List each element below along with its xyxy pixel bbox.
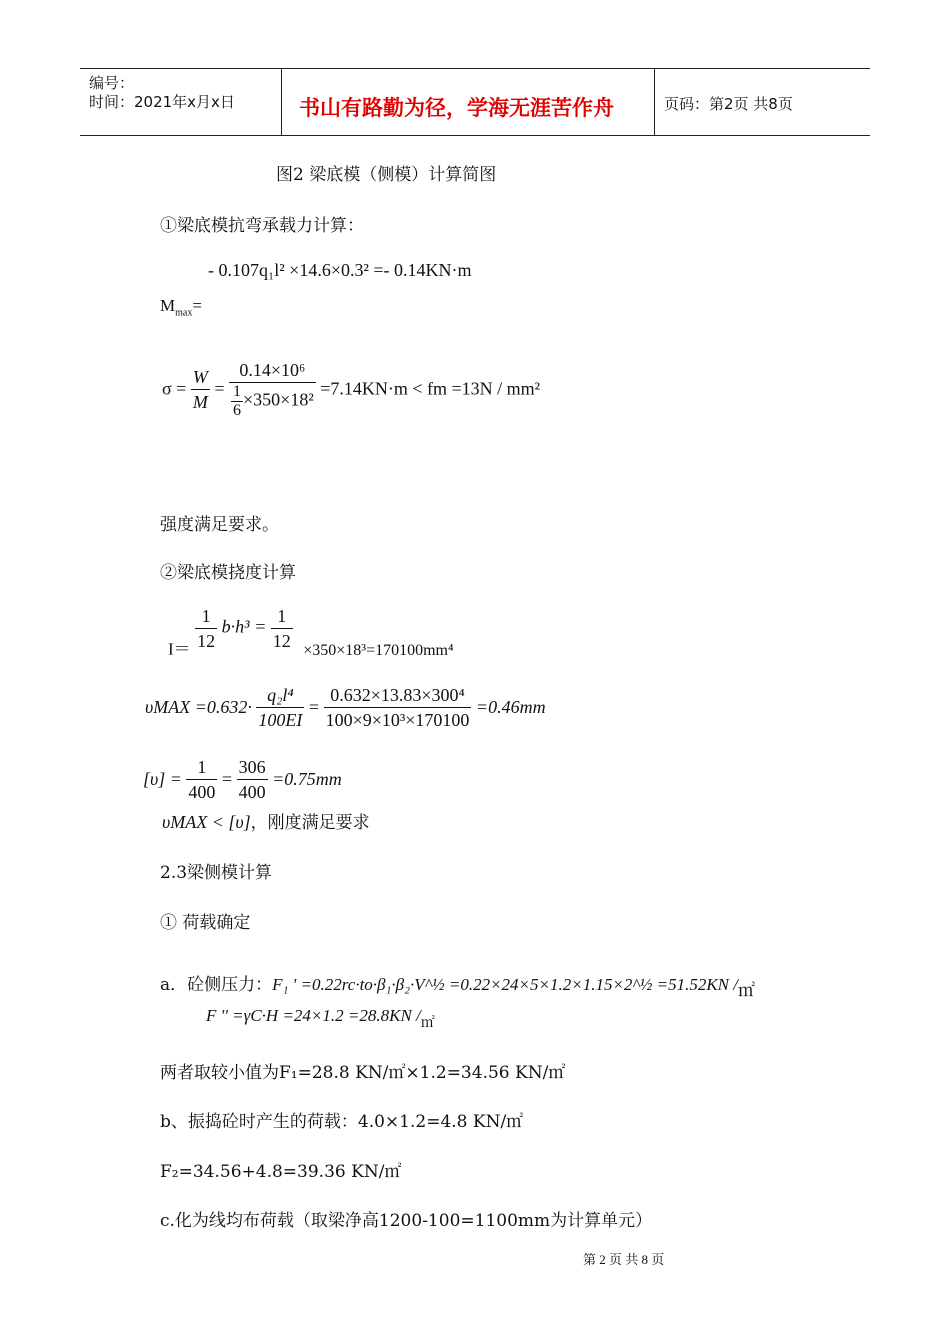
line-load-line: c.化为线均布荷载（取梁净高1200-100=1100mm为计算单元） <box>160 1211 653 1231</box>
header-date: 时间：2021年x月x日 <box>89 93 235 111</box>
strength-conclusion: 强度满足要求。 <box>160 515 279 535</box>
min-value-line: 两者取较小值为F₁=28.8 KN/㎡×1.2=34.56 KN/㎡ <box>160 1063 566 1083</box>
lateral-pressure-line: a．砼侧压力：F₁ ' =0.22rc·to·β₁·β₂·V^½ =0.22×24×5×1.2×1.15×2^½ =51.52KN /㎡ <box>160 975 755 1001</box>
sigma-equation: σ = $\frac{W}{M}$ = 0.14×10⁶ $\frac{1}{6}$ ×350×18² =7.14KN·m < fm =13N / mm² <box>162 360 541 419</box>
section-title: 2.3梁侧模计算 <box>160 863 273 883</box>
section-title: ① 荷载确定 <box>160 913 251 933</box>
section-title: ②梁底模挠度计算 <box>160 563 296 583</box>
allowable-deflection-equation: [υ] = $\frac{1}{400}$ = $\frac{306}{400}$ =0.75mm <box>143 757 342 802</box>
inertia-equation: I＝ $\frac{1}{12}$ b·h³ = $\frac{1}{12}$ ×350×18³=170100mm⁴ <box>168 606 454 659</box>
deflection-equation: υMAX =0.632· $\frac{\text{q₂l⁴}}{100EI}$ = $\frac{\text{0.632×13.83×300⁴}}{\text{100×9×10³×170100}}$ =0.46mm <box>145 685 546 730</box>
header-motto: 书山有路勤为径，学海无涯苦作舟 <box>299 96 614 120</box>
mmax-label: $M_{max}=$ <box>160 296 202 319</box>
section-title: ①梁底模抗弯承载力计算： <box>160 216 364 236</box>
header-page: 页码：第2页 共8页 <box>664 95 793 113</box>
lateral-pressure-line-2: F '' =γC·H =24×1.2 =28.8KN /㎡ <box>206 1006 435 1031</box>
moment-equation: - 0.107q₁l² ×14.6×0.3² =- 0.14KN·m <box>208 260 472 280</box>
header-code: 编号： <box>89 74 135 92</box>
figure-caption: 图2 梁底模（侧模）计算简图 <box>276 165 497 185</box>
header-divider <box>654 68 655 135</box>
header-bottom-rule <box>80 135 870 136</box>
header-top-rule <box>80 68 870 69</box>
header-divider <box>281 68 282 135</box>
rigidity-check: υMAX < [υ]，刚度满足要求 <box>162 812 370 833</box>
f2-line: F₂=34.56+4.8=39.36 KN/㎡ <box>160 1162 402 1182</box>
footer-page-number: 第 2 页 共 8 页 <box>583 1252 665 1267</box>
vibration-load-line: b、振捣砼时产生的荷载：4.0×1.2=4.8 KN/㎡ <box>160 1112 524 1132</box>
